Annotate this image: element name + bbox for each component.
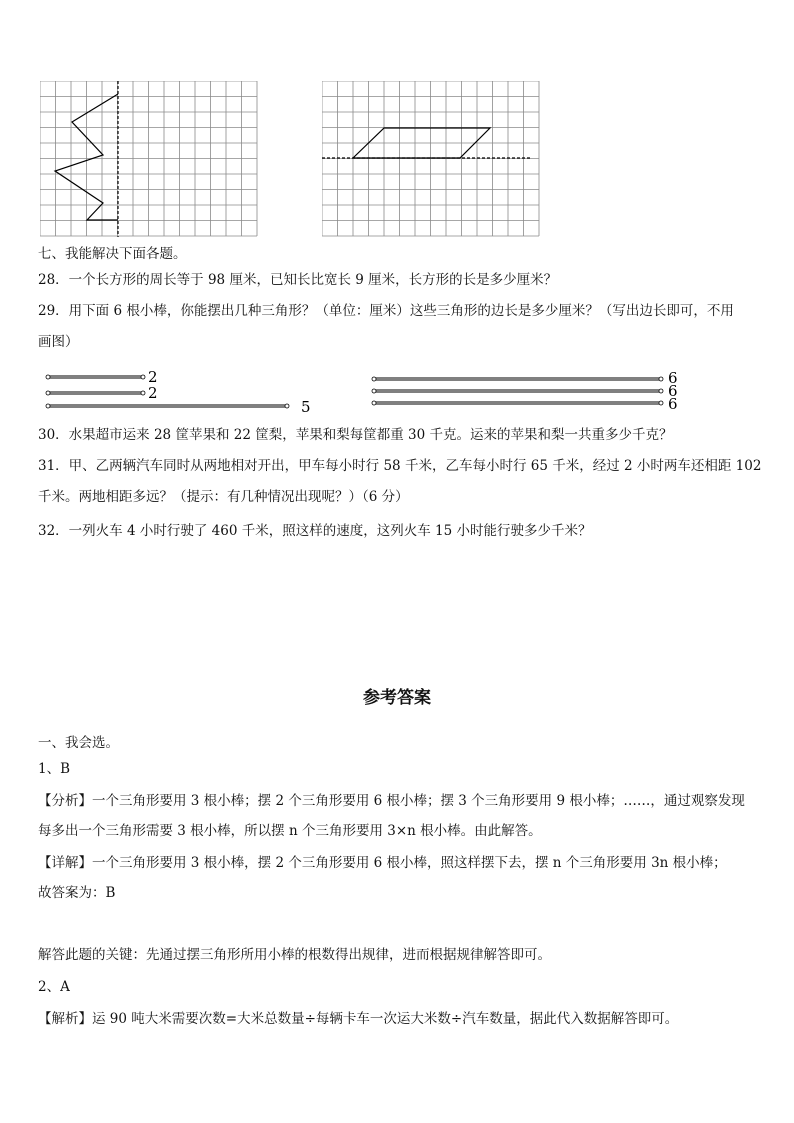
question-31-line2: 千米。两地相距多远？（提示：有几种情况出现呢？）（6 分） [38, 489, 409, 505]
answers-section1: 一、我会选。 [38, 735, 119, 751]
answer-1-analysis-line1: 【分析】一个三角形要用 3 根小棒；摆 2 个三角形要用 6 根小棒；摆 3 个三角形要用 9 根小棒；……，通过观察发现 [38, 793, 745, 809]
left-grid-lines [40, 81, 257, 236]
stick-label-6a: 6 [668, 369, 678, 387]
stick-5 [46, 398, 311, 415]
question-31-line1: 31．甲、乙两辆汽车同时从两地相对开出，甲车每小时行 58 千米，乙车每小时行 65 千米，经过 2 小时两车还相距 102 [38, 458, 762, 474]
stick-label-2b: 2 [148, 384, 158, 402]
section7-heading: 七、我能解决下面各题。 [38, 246, 187, 262]
answer-1: 1、B [38, 761, 71, 777]
answers-title: 参考答案 [363, 688, 431, 708]
stick-6a [372, 369, 678, 387]
left-grid-figure [40, 81, 260, 239]
question-28: 28．一个长方形的周长等于 98 厘米，已知长比宽长 9 厘米，长方形的长是多少厘米？ [38, 272, 558, 288]
stick-6b [372, 382, 678, 400]
right-sticks [370, 369, 690, 415]
stick-2a [46, 369, 158, 386]
answer-1-result: 故答案为：B [38, 885, 116, 901]
question-32: 32．一列火车 4 小时行驶了 460 千米，照这样的速度，这列火车 15 小时能行驶多少千米？ [38, 523, 592, 539]
stick-2b [46, 384, 158, 402]
stick-label-5: 5 [301, 398, 311, 415]
stick-label-2a: 2 [148, 369, 158, 386]
right-grid-figure [322, 81, 542, 239]
stick-label-6b: 6 [668, 382, 678, 400]
left-sticks [44, 369, 324, 415]
stick-label-6c: 6 [668, 395, 678, 413]
stick-6c [372, 395, 678, 413]
question-30: 30．水果超市运来 28 筐苹果和 22 筐梨，苹果和梨每筐都重 30 千克。运来的苹果和梨一共重多少千克？ [38, 427, 673, 443]
answer-2-analysis: 【解析】运 90 吨大米需要次数=大米总数量÷每辆卡车一次运大米数÷汽车数量，据此代入数据解答即可。 [38, 1011, 679, 1027]
answer-1-key: 解答此题的关键：先通过摆三角形所用小棒的根数得出规律，进而根据规律解答即可。 [38, 947, 551, 963]
question-29-line2: 画图） [38, 334, 79, 350]
answer-1-detail: 【详解】一个三角形要用 3 根小棒，摆 2 个三角形要用 6 根小棒，照这样摆下去，摆 n 个三角形要用 3n 根小棒； [38, 855, 727, 871]
answer-2: 2、A [38, 979, 70, 995]
question-29-line1: 29．用下面 6 根小棒，你能摆出几种三角形？（单位：厘米）这些三角形的边长是多少厘米？（写出边长即可，不用 [38, 303, 734, 319]
answer-1-analysis-line2: 每多出一个三角形需要 3 根小棒，所以摆 n 个三角形要用 3×n 根小棒。由此解答。 [38, 823, 542, 839]
